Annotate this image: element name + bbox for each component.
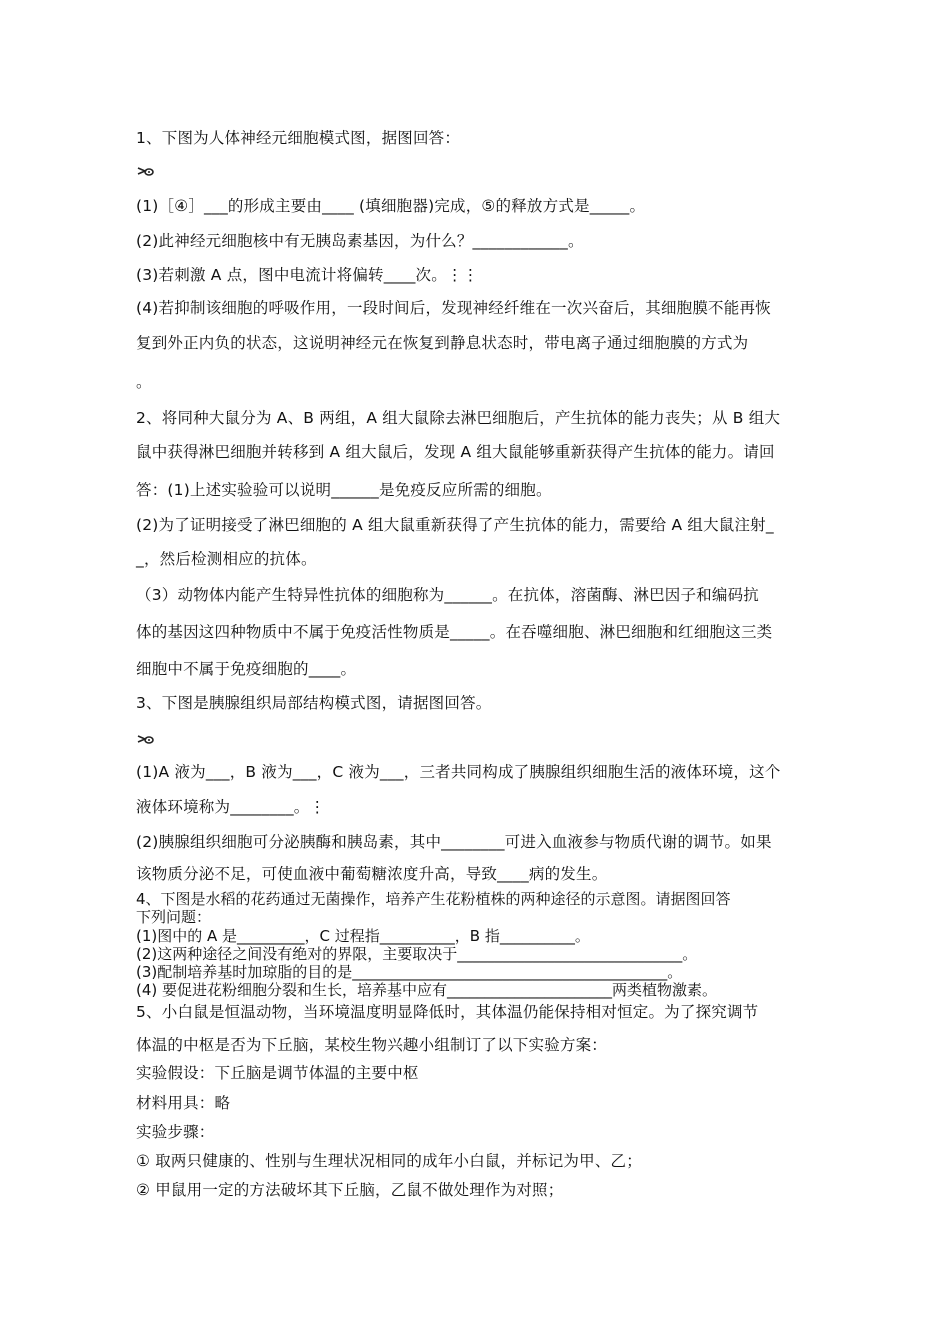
question-1-part-2: (2)此神经元细胞核中有无胰岛素基因，为什么？____________。 [136,232,584,250]
question-1-part-4-line-2: 复到外正内负的状态，这说明神经元在恢复到静息状态时，带电离子通过细胞膜的方式为 [136,334,749,352]
question-1-part-3: (3)若刺激 A 点，图中电流计将偏转____次。⋮⋮ [136,266,479,284]
question-4-part-4: (4) 要促进花粉细胞分裂和生长，培养基中应有______________________两类植物激素。 [136,981,718,999]
question-4-line-1: 4、下图是水稻的花药通过无菌操作，培养产生花粉植株的两种途径的示意图。请据图回答 [136,890,731,908]
question-4-part-3: (3)配制培养基时加琼脂的目的是__________________________________________。 [136,963,683,981]
question-2-line-5: _，然后检测相应的抗体。 [136,550,317,568]
question-3-part-2-line-2: 该物质分泌不足，可使血液中葡萄糖浓度升高，导致____病的发生。 [136,865,608,883]
question-1-part-1: (1)［④］___的形成主要由____ (填细胞器)完成，⑤的释放方式是_____。 [136,197,646,215]
question-2-line-8: 细胞中不属于免疫细胞的____。 [136,660,357,678]
question-2-line-7: 体的基因这四种物质中不属于免疫活性物质是_____。在吞噬细胞、淋巴细胞和红细胞这三类 [136,623,773,641]
question-3-part-1-line-1: (1)A 液为___，B 液为___，C 液为___，三者共同构成了胰腺组织细胞生活的液体环境，这个 [136,763,781,781]
question-5-materials: 材料用具：略 [136,1094,231,1112]
question-1-part-4-line-3: 。 [136,373,152,391]
question-5-line-1: 5、小白鼠是恒温动物，当环境温度明显降低时，其体温仍能保持相对恒定。为了探究调节 [136,1003,759,1021]
question-2-line-2: 鼠中获得淋巴细胞并转移到 A 组大鼠后，发现 A 组大鼠能够重新获得产生抗体的能力。请回 [136,443,775,461]
question-3-part-1-line-2: 液体环境称为________。⋮ [136,798,326,816]
question-4-part-1: (1)图中的 A 是_________，C 过程指__________，B 指__________。 [136,927,590,945]
question-1-title: 1、下图为人体神经元细胞模式图，据图回答： [136,129,461,147]
question-5-steps-heading: 实验步骤： [136,1123,215,1141]
question-2-line-1: 2、将同种大鼠分为 A、B 两组，A 组大鼠除去淋巴细胞后，产生抗体的能力丧失；从 B 组大 [136,409,781,427]
question-5-step-1: ① 取两只健康的、性别与生理状况相同的成年小白鼠，并标记为甲、乙； [136,1152,642,1170]
question-2-line-6: （3）动物体内能产生特异性抗体的细胞称为______。在抗体，溶菌酶、淋巴因子和编码抗 [136,586,759,604]
question-1-part-4-line-1: (4)若抑制该细胞的呼吸作用，一段时间后，发现神经纤维在一次兴奋后，其细胞膜不能再恢 [136,299,771,317]
question-4-line-2: 下列问题： [136,908,212,926]
question-3-title: 3、下图是胰腺组织局部结构模式图，请据图回答。 [136,694,492,712]
question-5-line-2: 体温的中枢是否为下丘脑，某校生物兴趣小组制订了以下实验方案： [136,1036,608,1054]
question-5-step-2: ② 甲鼠用一定的方法破坏其下丘脑，乙鼠不做处理作为对照； [136,1181,564,1199]
broken-image-icon [136,165,156,177]
broken-image-icon [136,733,156,745]
question-2-line-3: 答：(1)上述实验验可以说明______是免疫反应所需的细胞。 [136,481,552,499]
question-3-part-2-line-1: (2)胰腺组织细胞可分泌胰酶和胰岛素，其中________可进入血液参与物质代谢的调节。如果 [136,833,772,851]
question-4-part-2: (2)这两种途径之间没有绝对的界限，主要取决于______________________________。 [136,945,698,963]
question-2-line-4: (2)为了证明接受了淋巴细胞的 A 组大鼠重新获得了产生抗体的能力，需要给 A 组大鼠注射_ [136,516,774,534]
question-5-hypothesis: 实验假设：下丘脑是调节体温的主要中枢 [136,1064,419,1082]
